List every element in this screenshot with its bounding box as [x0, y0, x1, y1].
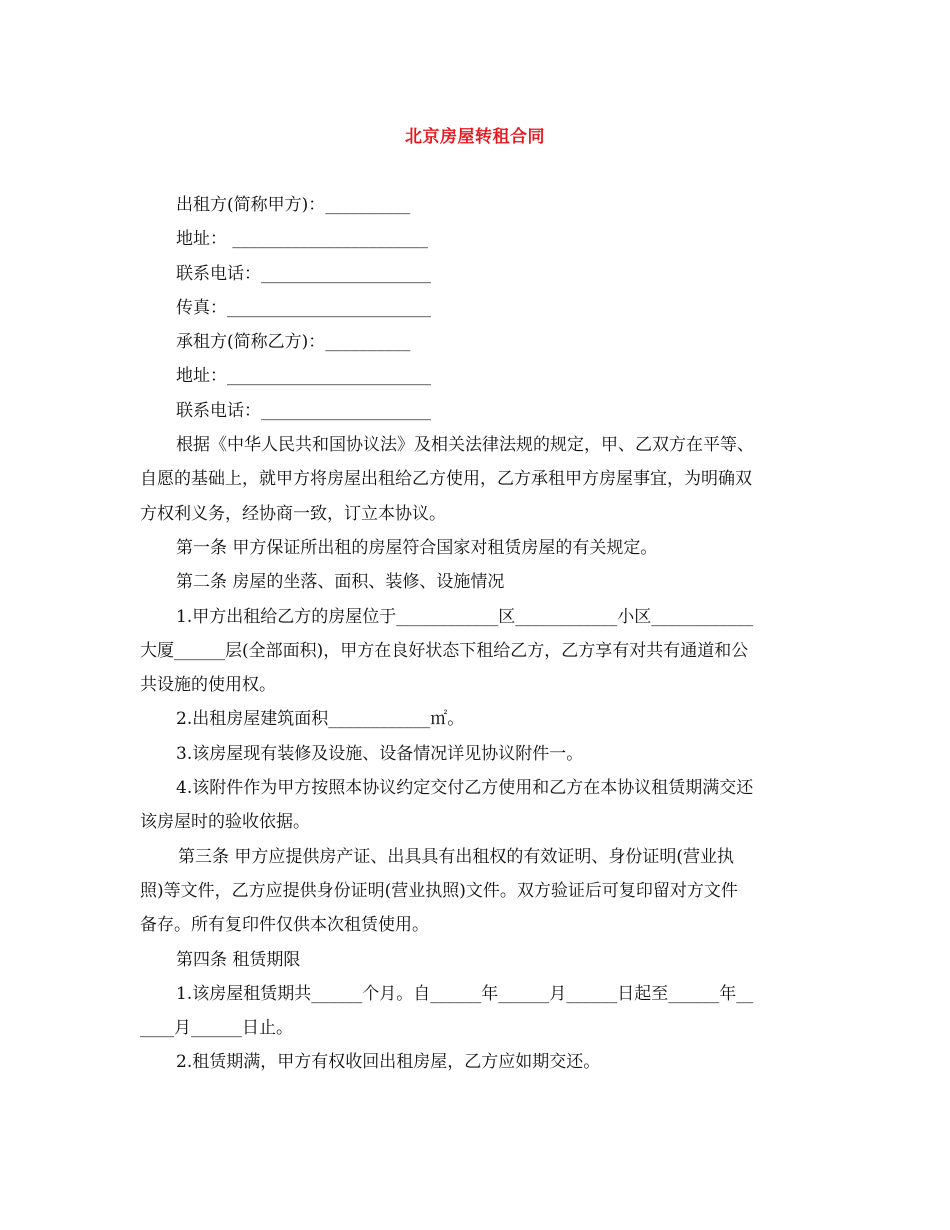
document-line: 2.出租房屋建筑面积____________㎡。: [176, 709, 465, 730]
document-line: 第四条 租赁期限: [176, 949, 301, 970]
document-title: 北京房屋转租合同: [405, 127, 545, 147]
document-line: 共设施的使用权。: [140, 675, 276, 696]
document-line: 联系电话：____________________: [176, 400, 431, 421]
document-line: 3.该房屋现有装修及设施、设备情况详见协议附件一。: [176, 743, 584, 764]
document-line: 地址： _______________________: [176, 229, 428, 250]
document-line: 备存。所有复印件仅供本次租赁使用。: [140, 915, 429, 936]
document-line: 第一条 甲方保证所出租的房屋符合国家对租赁房屋的有关规定。: [176, 537, 658, 558]
document-line: 传真：________________________: [176, 297, 431, 318]
document-body: [140, 188, 815, 1080]
document-line: 1.该房屋租赁期共______个月。自______年______月______日起至______年__: [176, 983, 754, 1004]
document-line: 自愿的基础上，就甲方将房屋出租给乙方使用，乙方承租甲方房屋事宜，为明确双: [140, 469, 752, 490]
document-line: 地址：________________________: [176, 366, 431, 387]
document-line: ____月______日止。: [140, 1018, 293, 1039]
document-line: 照)等文件，乙方应提供身份证明(营业执照)文件。双方验证后可复印留对方文件: [140, 880, 738, 901]
document-line: 4.该附件作为甲方按照本协议约定交付乙方使用和乙方在本协议租赁期满交还: [176, 778, 754, 799]
document-line: 出租方(简称甲方)：__________: [176, 195, 411, 215]
document-line: 方权利义务，经协商一致，订立本协议。: [140, 503, 446, 524]
document-line: 2.租赁期满，甲方有权收回出租房屋，乙方应如期交还。: [176, 1052, 601, 1073]
document-line: 大厦______层(全部面积)，甲方在良好状态下租给乙方，乙方享有对共有通道和公: [140, 640, 749, 661]
document-line: 第三条 甲方应提供房产证、出具具有出租权的有效证明、身份证明(营业执: [178, 846, 735, 867]
document-line: 承租方(简称乙方)：__________: [176, 332, 411, 353]
document-line: 联系电话：____________________: [176, 263, 431, 284]
document-line: 1.甲方出租给乙方的房屋位于____________区____________小区____________: [176, 606, 754, 627]
document-line: 该房屋时的验收依据。: [140, 812, 310, 833]
document-line: 第二条 房屋的坐落、面积、装修、设施情况: [176, 572, 505, 593]
document-line: 根据《中华人民共和国协议法》及相关法律法规的规定，甲、乙双方在平等、: [176, 435, 754, 456]
